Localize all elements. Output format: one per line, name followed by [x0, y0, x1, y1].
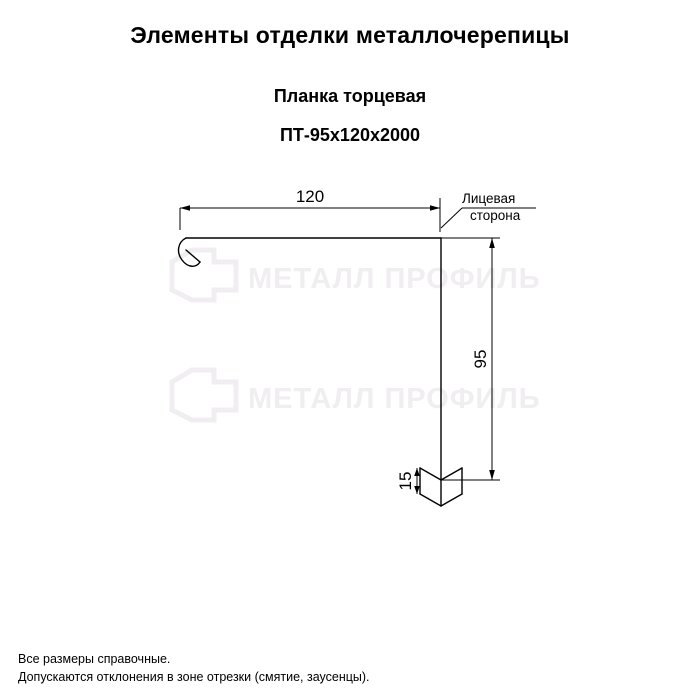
dimension-height-label: 95: [471, 349, 490, 369]
face-side-label-line1: Лицевая: [462, 191, 516, 206]
footer-line-2: Допускаются отклонения в зоне отрезки (смятие, заусенцы).: [18, 670, 370, 684]
footer-line-1: Все размеры справочные.: [18, 652, 171, 666]
dimension-width: [180, 187, 440, 232]
dimension-lip: [396, 468, 420, 494]
dimension-lip-label: 15: [396, 471, 415, 491]
profile-outline: [179, 238, 462, 506]
face-side-callout: [441, 191, 536, 228]
face-side-label-line2: сторона: [470, 208, 521, 223]
watermark-text: МЕТАЛЛ ПРОФИЛЬ: [248, 383, 541, 415]
product-code: ПТ-95x120x2000: [279, 125, 421, 145]
product-name: Планка торцевая: [273, 86, 427, 106]
footer-notes: [18, 650, 370, 686]
dimension-width-label: 120: [295, 187, 325, 206]
page-title: Элементы отделки металлочерепицы: [130, 22, 570, 48]
dimension-height: [441, 238, 500, 480]
technical-drawing: [0, 150, 700, 570]
watermark-text: МЕТАЛЛ ПРОФИЛЬ: [248, 263, 541, 295]
